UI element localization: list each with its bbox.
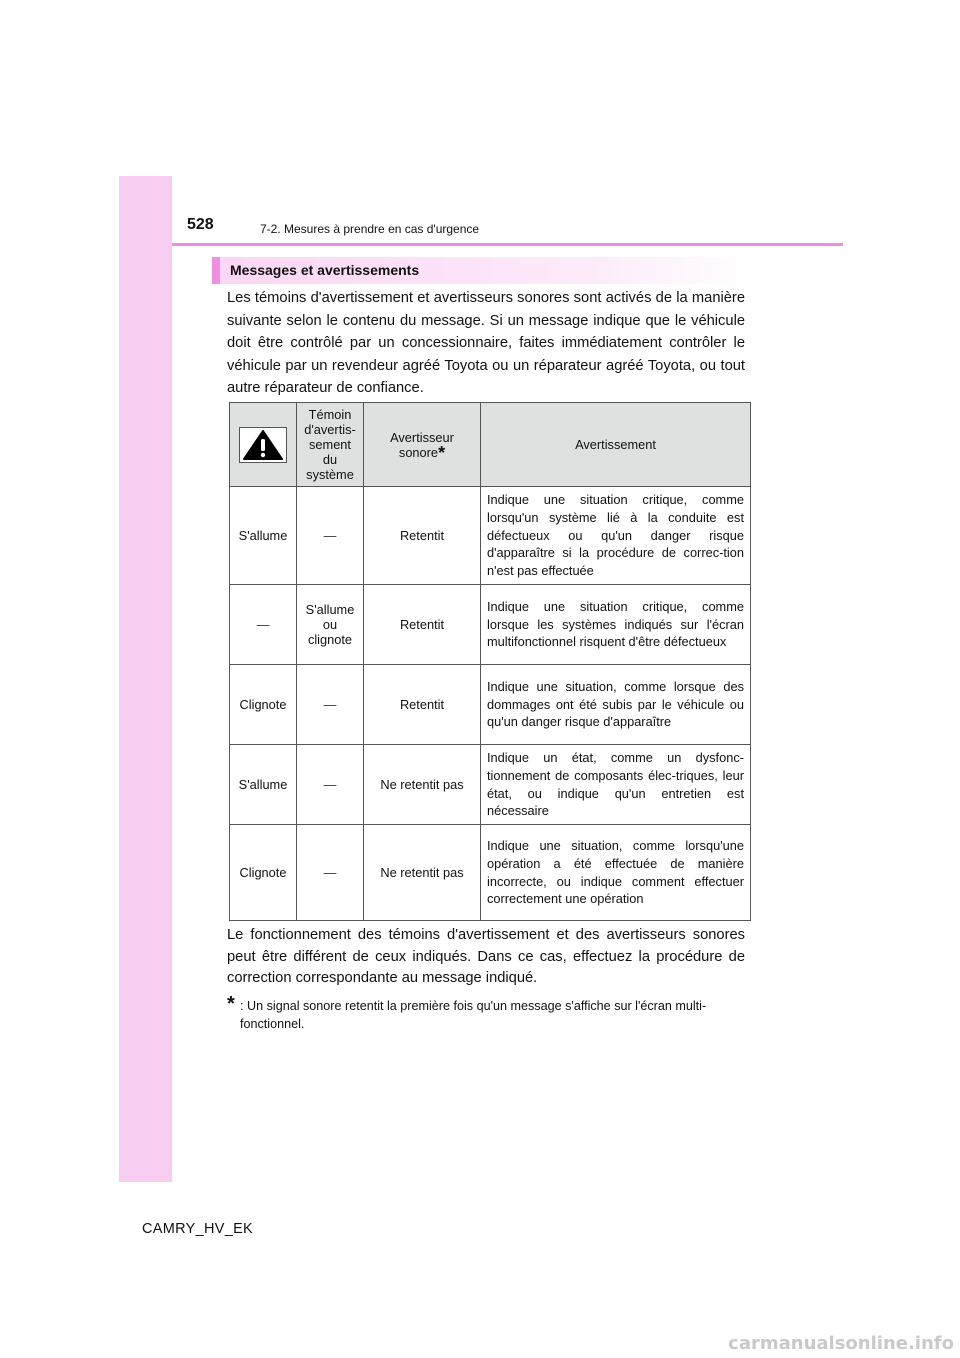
model-code: CAMRY_HV_EK [142,1221,254,1237]
table-row [230,825,751,921]
cell-system: — [297,744,364,824]
header-system-light: Témoin d'avertis- sement du système [297,403,364,487]
table-row [230,584,751,664]
cell-master: S'allume [230,487,297,585]
footnote-star: * [227,993,235,1015]
cell-master: Clignote [230,664,297,744]
header-warning: Avertissement [481,403,751,487]
chapter-title: 7-2. Mesures à prendre en cas d'urgence [260,222,480,236]
header-master-warning [230,403,297,487]
cell-buzzer: Ne retentit pas [364,744,481,824]
cell-buzzer: Retentit [364,487,481,585]
cell-description: Indique une situation critique, comme lorsqu'un système lié à la conduite est défectueux ou qu'un danger risque d'apparaître si la procédure de correc-tion n'est pas effectuée [481,487,751,585]
table-row [230,487,751,585]
footnote [227,993,745,1033]
table-header-row [230,403,751,487]
cell-master: S'allume [230,744,297,824]
section-heading [212,257,750,284]
cell-description: Indique un état, comme un dysfonc-tionnement de composants élec-triques, leur état, ou indique qu'un entretien est nécessaire [481,744,751,824]
side-band [119,176,172,1182]
cell-description: Indique une situation critique, comme lorsque les systèmes indiqués sur l'écran multifonctionnel risquent d'être défectueux [481,584,751,664]
cell-system: — [297,664,364,744]
cell-master: Clignote [230,825,297,921]
section-title: Messages et avertissements [230,262,420,278]
cell-system: S'allume ou clignote [297,584,364,664]
outro-paragraph: Le fonctionnement des témoins d'avertissement et des avertisseurs sonores peut être différent de ceux indiqués. Dans ce cas, effectuez la procédure de correction correspondante au message indiqué. [227,927,745,986]
footnote-marker: * [438,442,446,463]
page-number: 528 [187,216,214,233]
watermark: carmanualsonline.info [728,1333,954,1354]
table-row [230,664,751,744]
cell-buzzer: Retentit [364,584,481,664]
cell-system: — [297,487,364,585]
cell-description: Indique une situation, comme lorsque des dommages ont été subis par le véhicule ou qu'un danger risque d'apparaître [481,664,751,744]
cell-system: — [297,825,364,921]
cell-description: Indique une situation, comme lorsqu'une opération a été effectuée de manière incorrecte, ou indique comment effectuer correctement une opération [481,825,751,921]
intro-paragraph: Les témoins d'avertissement et avertisseurs sonores sont activés de la manière suivante selon le contenu du message. Si un message indique que le véhicule doit être contrôlé par un concessionnaire, faites immédiatement contrôler le véhicule par un revendeur agréé Toyota ou un réparateur agréé Toyota, ou tout autre réparateur de confiance. [227,290,745,396]
cell-master: — [230,584,297,664]
cell-buzzer: Retentit [364,664,481,744]
warning-table [229,402,751,921]
header-buzzer: Avertisseur sonore* [364,403,481,487]
warning-triangle-icon [239,427,287,463]
table-row [230,744,751,824]
footnote-text: : Un signal sonore retentit la première fois qu'un message s'affiche sur l'écran multi-fonctionnel. [240,999,707,1031]
header-rule [172,243,843,246]
cell-buzzer: Ne retentit pas [364,825,481,921]
